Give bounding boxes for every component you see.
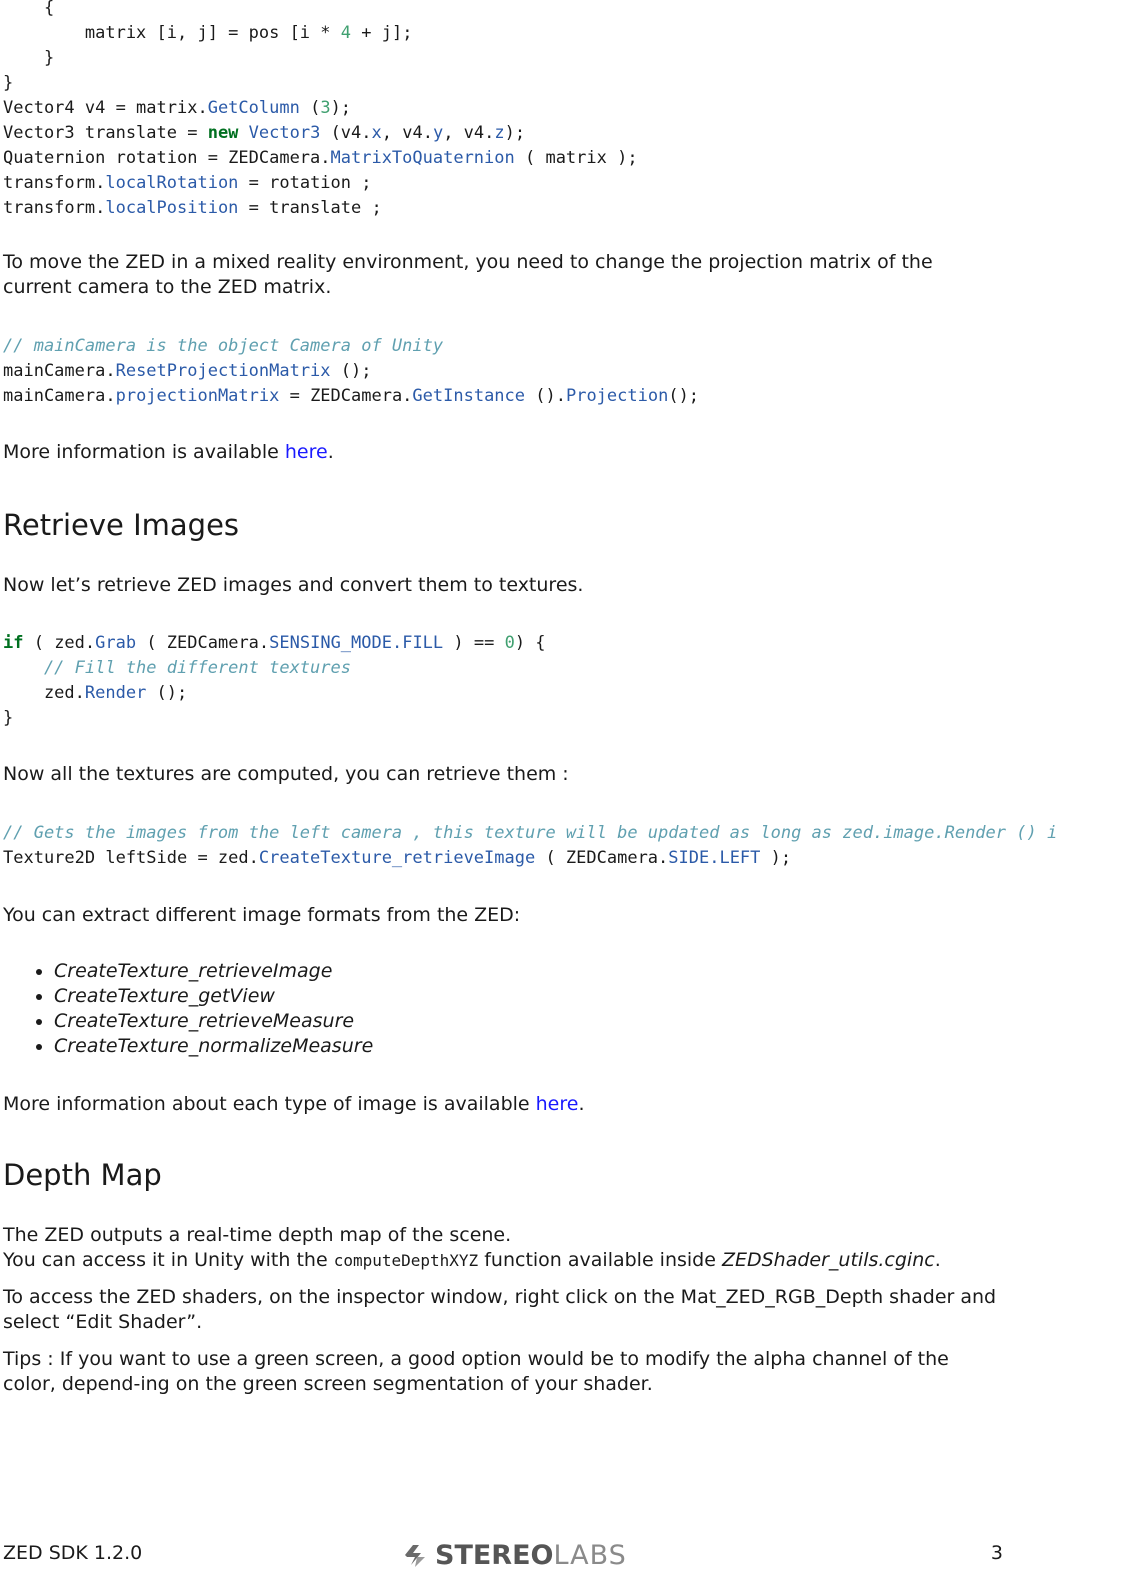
more-info-link[interactable]: here — [284, 441, 328, 463]
logo-text-light: LABS — [553, 1539, 627, 1571]
code-block-matrix: { matrix [i, j] = pos [i * 4 + j]; } } Vector4 v4 = matrix.GetColumn (3); Vector3 translate = new Vector3 (v4.x, v4.y, v4.z); Quaternion rotation = ZEDCamera.MatrixToQuaternion ( matrix ); transform.localRotation = rotation ; transform.localPosition = translate ; — [3, 0, 638, 218]
inline-code: computeDepthXYZ — [333, 1251, 479, 1270]
heading-depth-map: Depth Map — [3, 1158, 162, 1192]
formats-list — [3, 959, 373, 1059]
logo-text-bold: STEREO — [435, 1539, 554, 1571]
code-block-texture: // Gets the images from the left camera , this texture will be updated as long as zed.image.Render () i Texture2D leftSide = zed.CreateTexture_retrieveImage ( ZEDCamera.SIDE.LEFT ); — [3, 823, 1058, 868]
code-block-projection: // mainCamera is the object Camera of Unity mainCamera.ResetProjectionMatrix (); mainCamera.projectionMatrix = ZEDCamera.GetInstance ().Projection(); — [3, 336, 700, 406]
paragraph-formats: You can extract different image formats from the ZED: — [3, 904, 521, 926]
code-block-grab: if ( zed.Grab ( ZEDCamera.SENSING_MODE.FILL ) == 0) { // Fill the different textures zed.Render (); } — [3, 633, 546, 728]
list-item: • CreateTexture_getView — [54, 984, 373, 1009]
paragraph-textures: Now all the textures are computed, you can retrieve them : — [3, 763, 569, 785]
paragraph-depth-2: To access the ZED shaders, on the inspector window, right click on the Mat_ZED_RGB_Depth shader and select “Edit Shader”. — [3, 1286, 997, 1333]
page-number: 3 — [990, 1542, 1003, 1564]
stereolabs-logo — [401, 1540, 627, 1570]
page-footer — [3, 1540, 1003, 1570]
list-item: • CreateTexture_retrieveImage — [54, 959, 373, 984]
paragraph-move-zed: To move the ZED in a mixed reality environment, you need to change the projection matrix of the current camera to the ZED matrix. — [3, 251, 933, 298]
paragraph-depth-1: The ZED outputs a real-time depth map of the scene. You can access it in Unity with the computeDepthXYZ function available inside ZEDShader_utils.cginc. — [3, 1224, 941, 1271]
paragraph-retrieve: Now let’s retrieve ZED images and convert them to textures. — [3, 574, 584, 596]
heading-retrieve-images: Retrieve Images — [3, 508, 240, 542]
list-item: • CreateTexture_normalizeMeasure — [54, 1034, 373, 1059]
more-info-paragraph: More information is available here. — [3, 441, 334, 463]
list-item: • CreateTexture_retrieveMeasure — [54, 1009, 373, 1034]
paragraph-depth-3: Tips : If you want to use a green screen, a good option would be to modify the alpha channel of the color, depend-ing on the green screen segmentation of your shader. — [3, 1348, 949, 1395]
stereolabs-logo-icon — [401, 1541, 429, 1569]
more-info-link-2[interactable]: here — [535, 1093, 579, 1115]
more-info-paragraph-2: More information about each type of image is available here. — [3, 1093, 585, 1115]
footer-version: ZED SDK 1.2.0 — [3, 1542, 143, 1564]
